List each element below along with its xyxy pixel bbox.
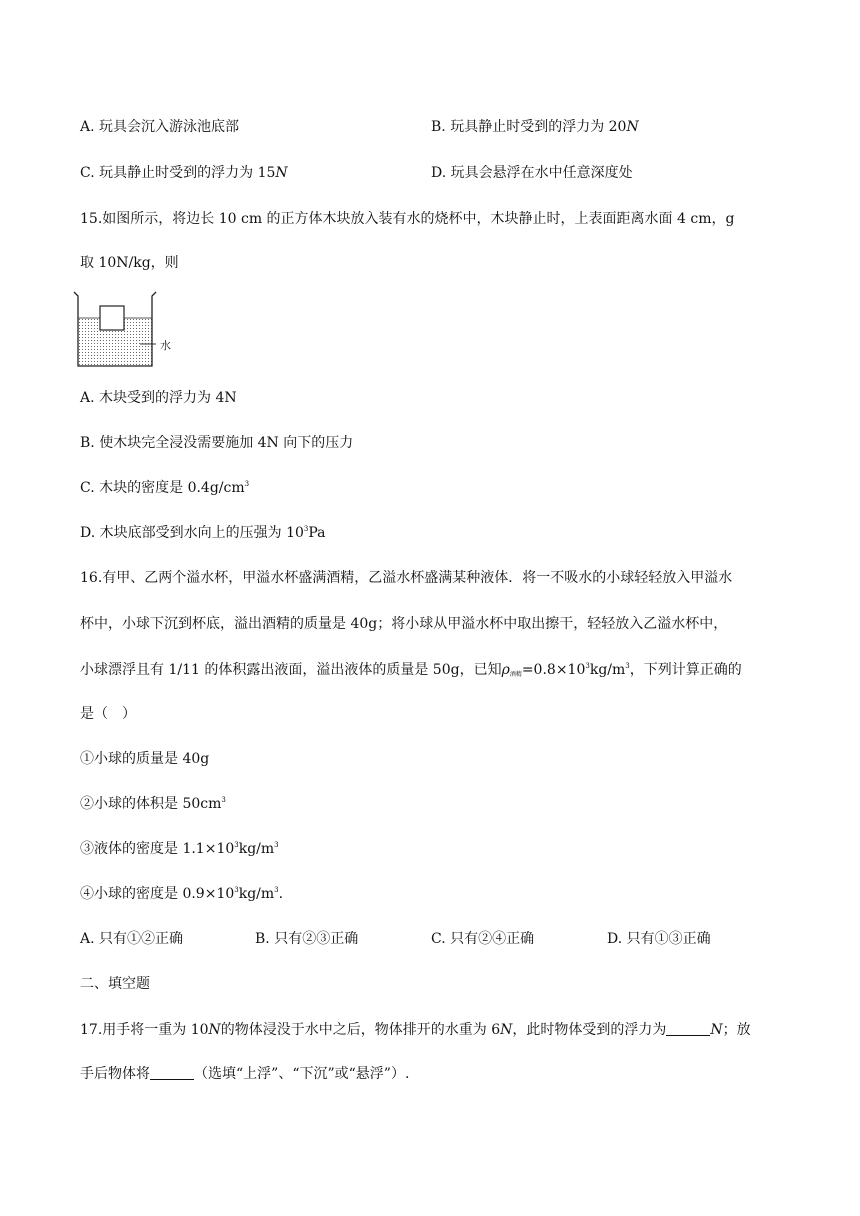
- q14-option-d: [431, 163, 633, 183]
- q16-stem-line2: [80, 614, 727, 634]
- q16-statement-4-unit: kg/m: [238, 886, 275, 902]
- q16-option-c: [431, 929, 534, 949]
- q16-statement-2-sup: 3: [221, 796, 226, 804]
- q16-statement-1-text: ①小球的质量是 40g: [80, 751, 210, 767]
- q17-text-1: 17.用手将一重为 10: [80, 1022, 209, 1038]
- q16-statement-4-end: .: [278, 886, 284, 902]
- q16-stem-line2-text: 杯中，小球下沉到杯底，溢出酒精的质量是 40g；将小球从甲溢水杯中取出擦干，轻轻放入乙溢水杯中，: [80, 616, 728, 632]
- q17-unit-1: N: [208, 1022, 221, 1038]
- q14-option-b-unit: N: [626, 119, 639, 135]
- section-heading-text: 二、填空题: [80, 976, 150, 992]
- q15-option-d-sup: 3: [303, 525, 309, 533]
- q14-option-c-text: C. 玩具静止时受到的浮力为 15: [80, 165, 276, 181]
- alcohol-density-exp: 3: [585, 662, 590, 670]
- q16-stem-line3-text: 小球漂浮且有 1/11 的体积露出液面，溢出液体的质量是 50g，已知: [80, 662, 502, 678]
- q14-option-c-unit: N: [275, 165, 288, 181]
- alcohol-density-value: =0.8×10: [521, 662, 586, 678]
- q16-option-d: [607, 929, 711, 949]
- q16-statement-1: [80, 749, 209, 769]
- wood-block: [100, 306, 124, 330]
- beaker-figure: [72, 288, 190, 370]
- q14-option-a: [80, 117, 239, 137]
- q16-option-c-text: C. 只有②④正确: [431, 931, 535, 947]
- q16-option-a-text: A. 只有①②正确: [80, 931, 184, 947]
- q17-text-4: ；放: [722, 1022, 751, 1038]
- q16-stem-line3: [80, 660, 742, 680]
- q16-stem-line1-text: 16.有甲、乙两个溢水杯，甲溢水杯盛满酒精，乙溢水杯盛满某种液体．将一不吸水的小球轻轻放入甲溢水: [80, 570, 733, 586]
- q15-stem-line2: [80, 253, 179, 273]
- q16-option-d-text: D. 只有①③正确: [607, 931, 711, 947]
- q17-line2-end: （选填“上浮”、“下沉”或“悬浮”）.: [194, 1066, 410, 1082]
- q16-statement-4-text: ④小球的密度是 0.9×10: [80, 886, 235, 902]
- q15-option-c: [80, 478, 249, 498]
- rho-subscript: 酒精: [509, 671, 522, 678]
- q14-option-a-text: A. 玩具会沉入游泳池底部: [80, 119, 240, 135]
- q15-option-c-text: C. 木块的密度是 0.4g/cm: [80, 480, 245, 496]
- q14-option-b-text: B. 玩具静止时受到的浮力为 20: [431, 119, 627, 135]
- q17-line2-text: 手后物体将: [80, 1066, 150, 1082]
- q14-option-d-text: D. 玩具会悬浮在水中任意深度处: [431, 165, 633, 181]
- q16-stem-line4: [80, 704, 136, 724]
- q17-answer-blank-2[interactable]: [150, 1065, 194, 1080]
- q17-line2: [80, 1064, 409, 1084]
- q16-statement-4: [80, 884, 283, 904]
- q14-option-c: [80, 163, 288, 183]
- rho-symbol: ρ: [501, 662, 510, 678]
- q15-option-b: [80, 433, 353, 453]
- q16-option-a: [80, 929, 183, 949]
- alcohol-density-unit: kg/m: [589, 662, 626, 678]
- q16-statement-3-unit: kg/m: [238, 841, 275, 857]
- q15-option-d-text: D. 木块底部受到水向上的压强为 10: [80, 525, 304, 541]
- q16-statement-4-exp: 3: [234, 886, 239, 894]
- q16-stem-line3-end: ，下列计算正确的: [629, 662, 742, 678]
- q15-option-c-sup: 3: [244, 480, 250, 488]
- q16-option-b-text: B. 只有②③正确: [255, 931, 359, 947]
- q15-stem-line1-text: 15.如图所示，将边长 10 cm 的正方体木块放入装有水的烧杯中，木块静止时，上表面距离水面 4 cm，g: [80, 211, 735, 227]
- q17-text-2: 的物体浸没于水中之后，物体排开的水重为 6: [220, 1022, 501, 1038]
- q16-statement-3-text: ③液体的密度是 1.1×10: [80, 841, 235, 857]
- q17-answer-blank-1[interactable]: [666, 1021, 710, 1036]
- q16-stem-line4-text: 是（ ）: [80, 706, 136, 722]
- q15-option-a-text: A. 木块受到的浮力为 4N: [80, 390, 237, 406]
- q16-statement-4-unit-exp: 3: [274, 886, 279, 894]
- q16-statement-3-unit-exp: 3: [274, 841, 279, 849]
- q15-option-a: [80, 388, 237, 408]
- q16-stem-line1: [80, 568, 732, 588]
- water-label: 水: [160, 339, 171, 352]
- q15-option-b-text: B. 使木块完全浸没需要施加 4N 向下的压力: [80, 435, 354, 451]
- q16-statement-3: [80, 839, 279, 859]
- alcohol-density-unit-exp: 3: [625, 662, 630, 670]
- q15-option-d: [80, 523, 326, 543]
- q16-option-b: [255, 929, 358, 949]
- q17-unit-3: N: [710, 1022, 723, 1038]
- q17-text-3: ，此时物体受到的浮力为: [512, 1022, 667, 1038]
- q16-statement-2: [80, 794, 226, 814]
- section-heading: [80, 974, 150, 994]
- q15-option-d-unit: Pa: [308, 525, 326, 541]
- q16-statement-3-exp: 3: [234, 841, 239, 849]
- q17-unit-2: N: [500, 1022, 513, 1038]
- q17-line1: [80, 1020, 751, 1040]
- q14-option-b: [431, 117, 639, 137]
- q16-statement-2-text: ②小球的体积是 50cm: [80, 796, 222, 812]
- q15-stem-line2-text: 取 10N/kg，则: [80, 255, 179, 271]
- beaker-diagram: [72, 288, 190, 370]
- q15-stem-line1: [80, 209, 734, 229]
